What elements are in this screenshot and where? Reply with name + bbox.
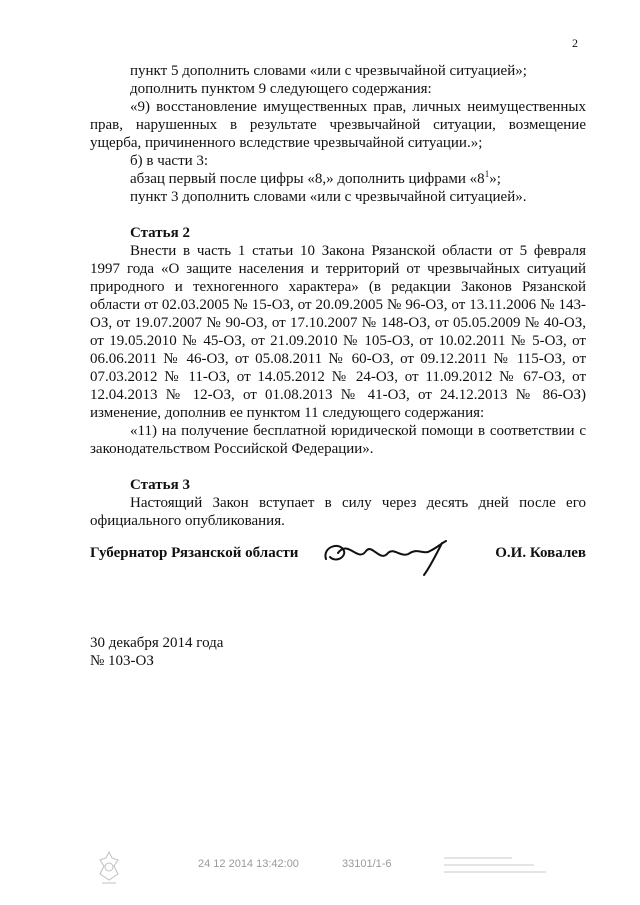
paragraph: «9) восстановление имущественных прав, личных неимущественных прав, нарушенных в результате чрезвычайной ситуации, возмещение ущерба, причиненного вследствие чрезвычайной ситуации.»; [90, 99, 586, 151]
page-number: 2 [572, 36, 578, 50]
handwritten-signature [318, 533, 458, 577]
signatory-name: О.И. Ковалев [495, 545, 586, 561]
article-2-title: Статья 2 [130, 225, 190, 241]
article-3-title: Статья 3 [130, 477, 190, 493]
document-body [90, 62, 586, 530]
article-2-quote: «11) на получение бесплатной юридической помощи в соответствии с законодательством Российской Федерации». [90, 423, 586, 457]
paragraph-text: абзац первый после цифры «8,» дополнить цифрами «8 [130, 171, 485, 187]
superscript: 1 [484, 169, 490, 179]
paragraph: б) в части 3: [130, 153, 209, 169]
scan-timestamp: 24 12 2014 13:42:00 [198, 858, 299, 870]
signature-row [90, 537, 586, 581]
article-2-text: Внести в часть 1 статьи 10 Закона Рязанской области от 5 февраля 1997 года «О защите населения и территорий от чрезвычайных ситуаций природного и техногенного характера» (в редакции Законов Рязанской области от 02.03.2005 № 15-ОЗ, от 20.09.2005 № 96-ОЗ, от 13.11.2006 № 143-ОЗ, от 19.07.2007 № 90-ОЗ, от 17.10.2007 № 148-ОЗ, от 05.05.2009 № 40-ОЗ, от 19.05.2010 № 45-ОЗ, от 21.09.2010 № 105-ОЗ, от 10.02.2011 № 5-ОЗ, от 06.06.2011 № 46-ОЗ, от 05.08.2011 № 60-ОЗ, от 09.12.2011 № 115-ОЗ, от 07.03.2012 № 11-ОЗ, от 14.05.2012 № 24-ОЗ, от 11.09.2012 № 67-ОЗ, от 12.04.2013 № 12-ОЗ, от 01.08.2013 № 41-ОЗ, от 24.12.2013 № 86-ОЗ) изменение, дополнив ее пунктом 11 следующего содержания: [90, 243, 586, 421]
paragraph: пункт 3 дополнить словами «или с чрезвычайной ситуацией». [130, 189, 527, 205]
paragraph [90, 170, 586, 188]
emblem-icon [96, 850, 122, 886]
law-number: № 103-ОЗ [90, 653, 154, 669]
paragraph: пункт 5 дополнить словами «или с чрезвычайной ситуацией»; [130, 63, 527, 79]
document-code: 33101/1-6 [342, 858, 392, 870]
law-date: 30 декабря 2014 года [90, 635, 224, 651]
footer [0, 850, 640, 890]
signatory-title: Губернатор Рязанской области [90, 545, 299, 561]
faded-stamp-icon [442, 852, 552, 880]
paragraph: дополнить пунктом 9 следующего содержания: [130, 81, 432, 97]
paragraph-text: »; [489, 171, 501, 187]
article-3-text: Настоящий Закон вступает в силу через десять дней после его официального опубликования. [90, 495, 586, 529]
date-block [90, 634, 223, 670]
